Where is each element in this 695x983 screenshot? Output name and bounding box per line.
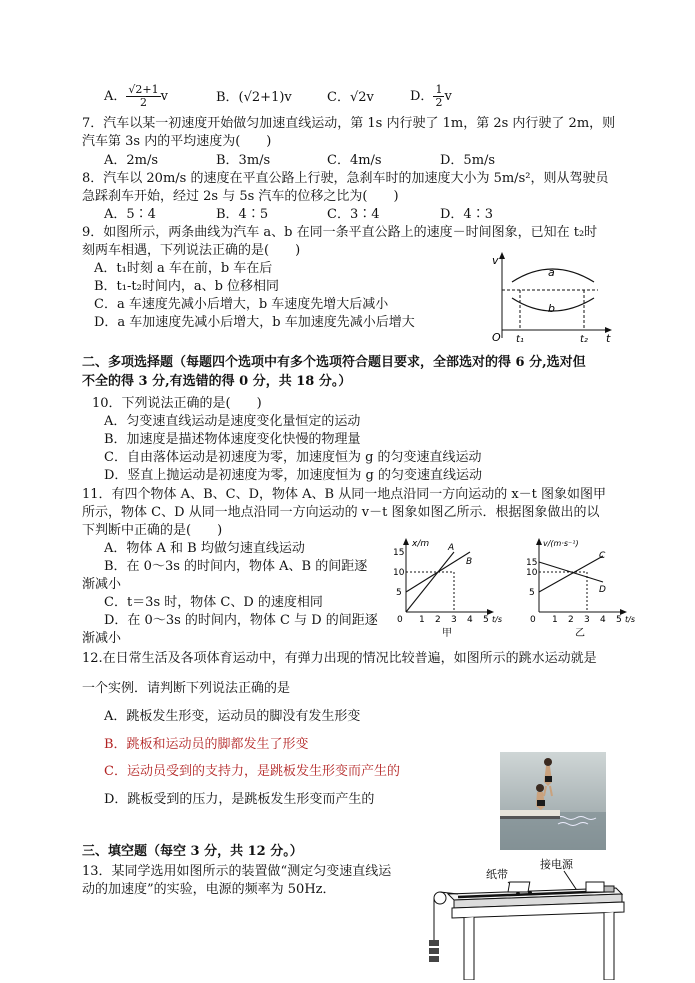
origin-label: 0: [397, 615, 403, 625]
origin-label: O: [492, 331, 501, 344]
q7-line2: 汽车第 3s 内的平均速度为( ): [82, 134, 272, 149]
timer: [586, 882, 604, 892]
diver-lower-head: [536, 784, 544, 792]
axis-label-v: v/(m·s⁻¹): [543, 539, 579, 548]
line-label-A: A: [448, 543, 455, 553]
tick-x-4: 4: [600, 615, 606, 625]
q11-vt-graph: [525, 536, 643, 642]
springboard-edge: [500, 816, 560, 819]
q12-line1: 12.在日常生活及各项体育运动中，有弹力出现的情况比较普遍，如图所示的跳水运动就是: [82, 651, 597, 666]
tick-y-10: 10: [393, 568, 405, 578]
line-label-D: D: [599, 585, 606, 595]
q11-line2: 所示，物体 C、D 从同一地点沿同一方向运动的 v－t 图象如图乙所示．根据图象做出的以: [82, 505, 600, 520]
q11-line3: 下判断中正确的是( ): [82, 523, 223, 538]
q9-option-a: A．t₁时刻 a 车在前，b 车在后: [94, 261, 273, 276]
q9-line2: 刻两车相遇，下列说法正确的是( ): [82, 243, 301, 258]
fraction: $\frac{1}{2}$: [435, 83, 443, 109]
diver-lower-suit: [537, 800, 545, 806]
fraction: $\frac{√2+1}{2}$: [128, 83, 159, 109]
q12-line2: 一个实例．请判断下列说法正确的是: [82, 681, 291, 696]
tick-x-5: 5: [483, 615, 489, 625]
section2-heading-line1: 二、多项选择题（每题四个选项中有多个选项符合题目要求，全部选对的得 6 分,选对但: [82, 355, 586, 370]
timer-clamp: [604, 886, 614, 892]
q10-option-c: C．自由落体运动是初速度为零，加速度恒为 g 的匀变速直线运动: [104, 450, 482, 465]
q7-option-b: B．3m/s: [216, 153, 271, 168]
q11-xt-graph: [392, 536, 510, 642]
q11-option-a: A．物体 A 和 B 均做匀速直线运动: [104, 541, 305, 556]
tick-x-1: 1: [552, 615, 558, 625]
q11-option-b: B．在 0～3s 的时间内，物体 A、B 的间距逐: [104, 559, 368, 574]
axis-label-x: x/m: [412, 539, 430, 549]
diver-upper-suit: [545, 776, 552, 782]
tick-x-5: 5: [616, 615, 622, 625]
weight: [429, 940, 439, 946]
tick-y-15: 15: [526, 558, 538, 568]
q12-option-d: D．跳板受到的压力，是跳板发生形变而产生的: [104, 792, 375, 807]
diver-upper-head: [544, 758, 552, 766]
q11-option-d-cont: 渐减小: [82, 631, 122, 646]
q7-option-c: C．4m/s: [327, 153, 382, 168]
line-A: [406, 552, 454, 612]
q11-option-b-cont: 渐减小: [82, 577, 122, 592]
q7-option-d: D．5m/s: [440, 153, 496, 168]
q13-line1: 13．某同学选用如图所示的装置做“测定匀变速直线运: [82, 864, 392, 879]
line-label-C: C: [599, 551, 606, 561]
y-axis-arrow: [499, 252, 505, 259]
curve-label-b: b: [548, 302, 555, 315]
origin-label: 0: [530, 615, 536, 625]
t1-label: t₁: [516, 334, 524, 345]
axis-label-t: t: [606, 332, 611, 345]
weight: [429, 948, 439, 954]
q8-option-b: B．4∶5: [216, 207, 269, 222]
section3-heading: 三、填空题（每空 3 分，共 12 分。）: [82, 844, 303, 859]
graph-caption: 甲: [442, 628, 452, 639]
springboard: [500, 810, 560, 816]
q8-option-a: A．5∶4: [104, 207, 156, 222]
tick-y-15: 15: [393, 548, 405, 558]
tick-y-10: 10: [526, 568, 538, 578]
tick-x-1: 1: [419, 615, 425, 625]
q12-option-b: B．跳板和运动员的脚都发生了形变: [104, 737, 309, 752]
q11-option-d: D．在 0～3s 的时间内，物体 C 与 D 的间距逐: [104, 613, 378, 628]
q8-line1: 8．汽车以 20m/s 的速度在平直公路上行驶，急刹车时的加速度大小为 5m/s²，则从驾驶员: [82, 171, 609, 186]
cart: [508, 882, 530, 892]
label-paper-tape: 纸带: [486, 868, 508, 881]
q8-line2: 急踩刹车开始，经过 2s 与 5s 汽车的位移之比为( ): [82, 189, 399, 204]
curve-label-a: a: [548, 266, 555, 279]
q9-line1: 9．如图所示，两条曲线为汽车 a、b 在同一条平直公路上的速度－时间图象，已知在 t₂时: [82, 225, 598, 240]
q9-option-c: C．a 车速度先减小后增大，b 车速度先增大后减小: [94, 297, 389, 312]
power-pointer: [564, 871, 578, 892]
line-label-B: B: [466, 557, 473, 567]
q10-option-b: B．加速度是描述物体速度变化快慢的物理量: [104, 432, 361, 447]
cart-wheel: [528, 891, 532, 895]
q12-option-a: A．跳板发生形变，运动员的脚没有发生形变: [104, 709, 361, 724]
q9-option-d: D．a 车加速度先减小后增大，b 车加速度先减小后增大: [94, 315, 415, 330]
q8-option-c: C．3∶4: [327, 207, 380, 222]
pulley: [434, 892, 446, 904]
q10-stem: 10．下列说法正确的是( ): [92, 396, 262, 411]
graph-caption: 乙: [575, 628, 585, 639]
weight: [429, 956, 439, 962]
q10-option-a: A．匀变速直线运动是速度变化量恒定的运动: [104, 414, 361, 429]
t2-label: t₂: [580, 334, 588, 345]
tick-y-5: 5: [396, 588, 402, 598]
q10-option-d: D．竖直上抛运动是初速度为零，加速度恒为 g 的匀变速直线运动: [104, 468, 483, 483]
q11-line1: 11．有四个物体 A、B、C、D，物体 A、B 从同一地点沿同一方向运动的 x－t 图象如图甲: [82, 487, 607, 502]
axis-label-v: v: [492, 254, 499, 267]
tick-x-3: 3: [584, 615, 590, 625]
q9-option-b: B．t₁-t₂时间内，a、b 位移相同: [94, 279, 280, 294]
cart-wheel: [516, 892, 520, 896]
q9-vt-graph: [486, 250, 616, 345]
y-axis-arrow: [403, 538, 409, 545]
tick-x-4: 4: [467, 615, 473, 625]
axis-label-t: t/s: [625, 615, 635, 624]
table-leg-right: [604, 912, 614, 980]
label-power-source: 接电源: [540, 858, 573, 871]
q13-apparatus-diagram: [418, 858, 628, 980]
line-C: [539, 556, 603, 592]
q8-option-d: D．4∶3: [440, 207, 493, 222]
tick-x-2: 2: [435, 615, 441, 625]
q12-option-c: C．运动员受到的支持力，是跳板发生形变而产生的: [104, 764, 400, 779]
q6-option-b: B．(√2+1)v: [216, 90, 292, 105]
tick-x-2: 2: [568, 615, 574, 625]
axis-label-t: t/s: [492, 615, 502, 624]
tick-x-3: 3: [451, 615, 457, 625]
table-leg-left: [464, 917, 474, 980]
q7-line1: 7．汽车以某一初速度开始做匀加速直线运动，第 1s 内行驶了 1m，第 2s 内行驶了 2m，则: [82, 116, 616, 131]
q6-option-a: A． $\frac{√2+1}{2}$ v: [104, 83, 168, 109]
q6-option-c: C．√2v: [327, 90, 374, 105]
q7-option-a: A．2m/s: [104, 153, 159, 168]
diving-photo: [500, 752, 606, 850]
y-axis-arrow: [536, 538, 542, 545]
q11-option-c: C．t＝3s 时，物体 C、D 的速度相同: [104, 595, 323, 610]
q13-line2: 动的加速度”的实验，电源的频率为 50Hz．: [82, 882, 336, 897]
tick-y-5: 5: [529, 588, 535, 598]
section2-heading-line2: 不全的得 3 分,有选错的得 0 分，共 18 分。）: [82, 374, 352, 389]
q6-option-d: D． $\frac{1}{2}$ v: [410, 83, 452, 109]
